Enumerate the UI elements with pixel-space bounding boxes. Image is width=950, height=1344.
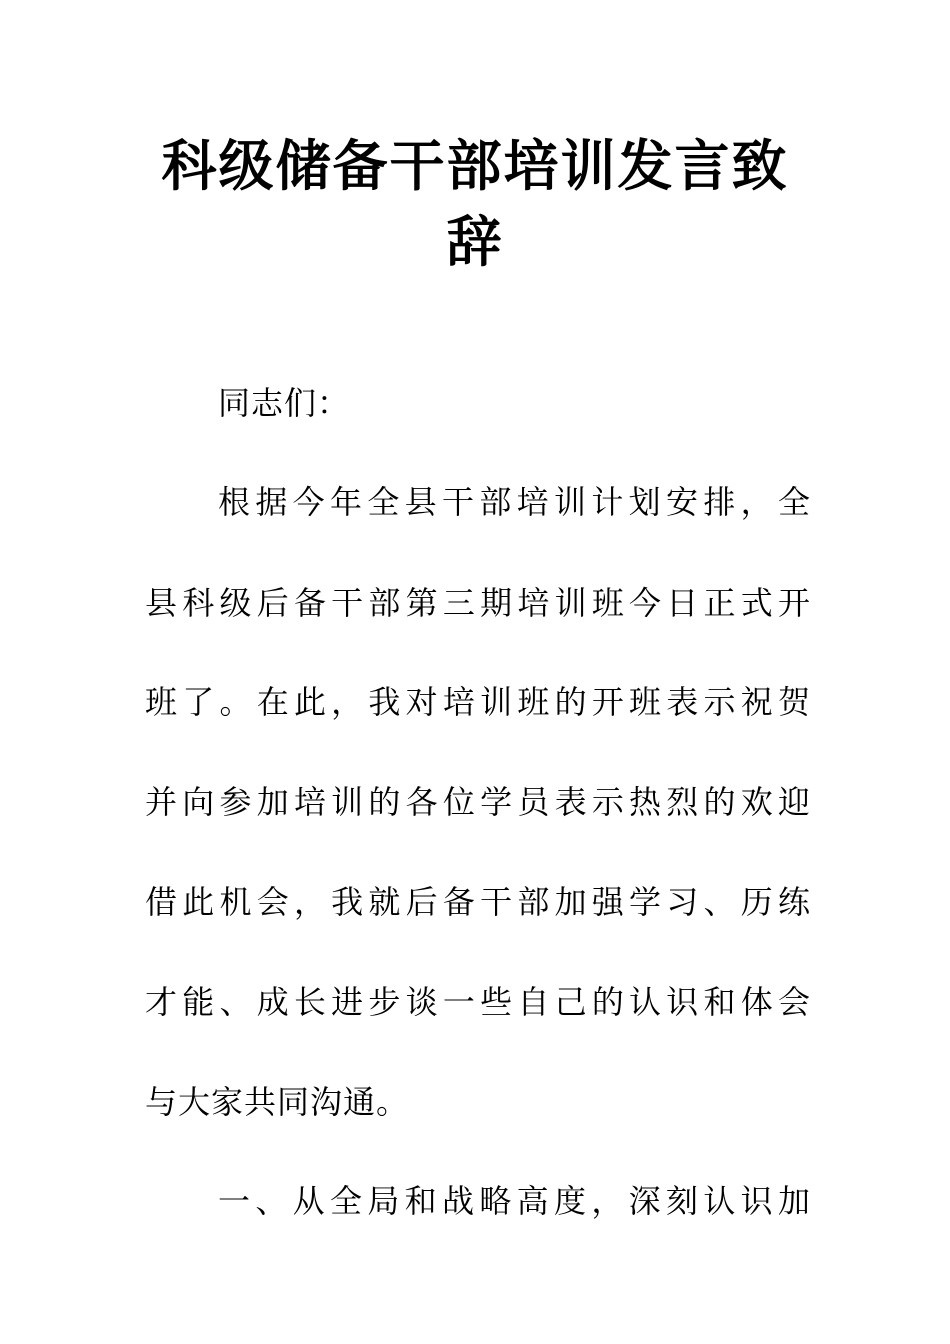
body-line: 班了。在此，我对培训班的开班表示祝贺 bbox=[145, 683, 810, 721]
salutation-line: 同志们： bbox=[218, 384, 351, 422]
section-heading-line: 一、从全局和战略高度，深刻认识加 bbox=[218, 1182, 810, 1220]
document-title: 科级储备干部培训发言致辞 bbox=[161, 134, 789, 274]
body-line: 根据今年全县干部培训计划安排，全 bbox=[218, 483, 810, 521]
body-line: 借此机会，我就后备干部加强学习、历练 bbox=[145, 883, 810, 921]
body-line: 与大家共同沟通。 bbox=[145, 1083, 410, 1121]
body-line: 县科级后备干部第三期培训班今日正式开 bbox=[145, 584, 810, 622]
body-line: 才能、成长进步谈一些自己的认识和体会 bbox=[145, 983, 810, 1021]
body-line: 并向参加培训的各位学员表示热烈的欢迎 bbox=[145, 783, 810, 821]
